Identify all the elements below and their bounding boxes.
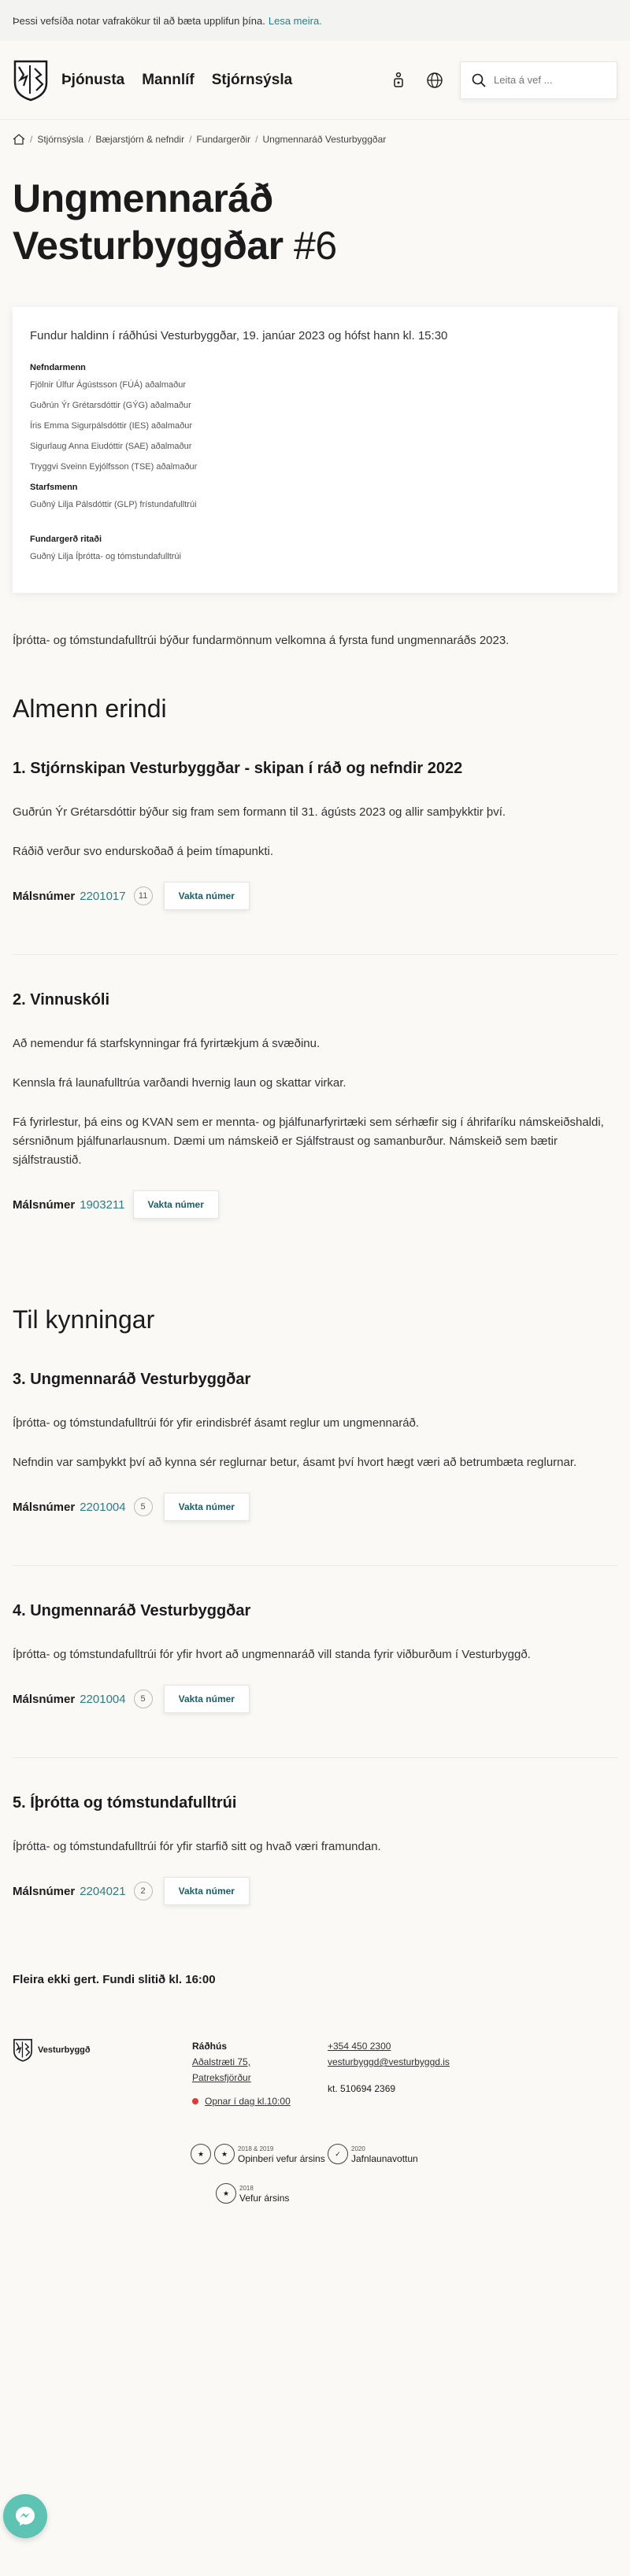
agenda-item-title: 1. Stjórnskipan Vesturbyggðar - skipan í ráð og nefndir 2022	[13, 760, 463, 777]
breadcrumb-separator: /	[189, 134, 192, 145]
nav-item-stjornsysla[interactable]: Stjórnsýsla	[211, 71, 293, 88]
item-divider	[13, 1565, 617, 1566]
member-row: Guðrún Ýr Grétarsdóttir (GÝG) aðalmaður	[30, 401, 191, 410]
case-number-row	[13, 1877, 617, 1905]
footer-address-column	[192, 2038, 291, 2109]
award-jafnlaunavottun	[328, 2144, 418, 2164]
watch-number-button[interactable]: Vakta númer	[164, 882, 250, 910]
cookie-text: Þessi vefsíða notar vafrakökur til að bæta upplifun þína.	[13, 14, 265, 27]
footer-phone-link[interactable]: +354 450 2300	[328, 2041, 391, 2052]
footer-office-title: Ráðhús	[192, 2041, 228, 2052]
welcome-text: Íþrótta- og tómstundafulltrúi býður fundarmönnum velkomna á fyrsta fund ungmennaráðs 2023.	[13, 634, 510, 647]
breadcrumb-item[interactable]: Bæjarstjórn & nefndir	[95, 134, 185, 145]
breadcrumb-separator: /	[88, 134, 91, 145]
agenda-item-title: 3. Ungmennaráð Vesturbyggðar	[13, 1371, 251, 1388]
watch-number-button[interactable]: Vakta númer	[164, 1493, 250, 1521]
item-divider	[13, 1757, 617, 1758]
member-row: Sigurlaug Anna Eiudóttir (SAE) aðalmaður	[30, 442, 192, 451]
agenda-item-paragraph: Nefndin var samþykkt því að kynna sér reglurnar betur, ásamt því hvort hægt væri að betrumbæta reglurnar.	[13, 1456, 577, 1469]
case-count-badge: 11	[134, 886, 153, 905]
agenda-item-paragraph: Íþrótta- og tómstundafulltrúi fór yfir starfið sitt og hvað væri framundan.	[13, 1840, 381, 1853]
case-label: Málsnúmer	[13, 1500, 76, 1514]
site-footer	[0, 2021, 630, 2249]
breadcrumb-item-current: Ungmennaráð Vesturbyggðar	[262, 134, 387, 145]
case-number-link[interactable]: 2201004	[80, 1500, 126, 1514]
case-count-badge: 5	[134, 1690, 153, 1708]
award-seal-icon: ★	[214, 2144, 235, 2164]
award-year: 2018	[239, 2185, 254, 2192]
member-row: Fjölnir Úlfur Ágústsson (FÚÁ) aðalmaður	[30, 380, 187, 390]
award-seal-icon: ✓	[328, 2144, 348, 2164]
case-label: Málsnúmer	[13, 1884, 76, 1898]
case-number-row	[13, 1685, 617, 1713]
title-line-1: Ungmennaráð	[13, 176, 273, 220]
footer-address-line-2[interactable]: Patreksfjörður	[192, 2072, 251, 2083]
search-box[interactable]	[460, 61, 617, 99]
page-title	[0, 175, 630, 269]
section-heading-info: Til kynningar	[13, 1305, 155, 1334]
award-year: 2020	[351, 2145, 365, 2152]
closed-status-dot	[192, 2098, 198, 2104]
search-icon	[472, 73, 486, 87]
award-title: Jafnlaunavottun	[351, 2153, 418, 2164]
globe-icon[interactable]	[424, 69, 446, 91]
case-number-link[interactable]: 2201004	[80, 1692, 126, 1706]
case-number-row	[13, 882, 617, 910]
staff-row: Guðný Lilja Pálsdóttir (GLP) frístundafulltrúi	[30, 500, 197, 509]
award-title: Vefur ársins	[239, 2193, 290, 2204]
title-number: #6	[294, 224, 337, 268]
agenda-item-paragraph: Íþrótta- og tómstundafulltrúi fór yfir hvort að ungmennaráð vill standa fyrir viðburðum í Vesturbyggð.	[13, 1648, 531, 1661]
award-opinberi-vefur	[191, 2144, 325, 2164]
agenda-item-title: 4. Ungmennaráð Vesturbyggðar	[13, 1602, 251, 1619]
footer-opening-hours-link[interactable]: Opnar í dag kl.10:00	[205, 2096, 291, 2107]
secretary-row: Guðný Lilja Íþrótta- og tómstundafulltrúi	[30, 552, 181, 561]
case-number-link[interactable]: 2204021	[80, 1884, 126, 1898]
footer-logo[interactable]	[13, 2038, 91, 2062]
breadcrumb-separator: /	[30, 134, 33, 145]
agenda-item-title: 5. Íþrótta og tómstundafulltrúi	[13, 1794, 237, 1812]
breadcrumb-separator: /	[255, 134, 258, 145]
accessibility-icon[interactable]	[387, 69, 410, 91]
footer-logo-name: Vesturbyggð	[38, 2045, 91, 2055]
agenda-item	[0, 1371, 630, 1521]
case-count-badge: 2	[134, 1882, 153, 1901]
agenda-item-paragraph: Fá fyrirlestur, þá eins og KVAN sem er mennta- og þjálfunarfyrirtæki sem sérhæfir sig í áhrifaríku námskeiðshaldi, sérsniðnum þjálfunarlausnum. Dæmi um námskeið er Sjálfstraust og samanburður. Námskeið sem bætir sjálfstraustið.	[13, 1116, 604, 1167]
messenger-icon	[13, 2504, 37, 2528]
messenger-chat-button[interactable]	[3, 2494, 47, 2538]
agenda-item-paragraph: Guðrún Ýr Grétarsdóttir býður sig fram sem formann til 31. ágústs 2023 og allir samþykktir því.	[13, 805, 506, 819]
site-header	[0, 41, 630, 120]
case-label: Málsnúmer	[13, 1692, 76, 1706]
home-icon[interactable]	[13, 134, 25, 145]
agenda-item-title: 2. Vinnuskóli	[13, 991, 109, 1009]
case-number-row	[13, 1493, 617, 1521]
closing-text: Fleira ekki gert. Fundi slitið kl. 16:00	[13, 1973, 216, 1986]
agenda-item-paragraph: Að nemendur fá starfskynningar frá fyrirtækjum á svæðinu.	[13, 1037, 321, 1050]
breadcrumb-item[interactable]: Fundargerðir	[196, 134, 251, 145]
footer-kennitala: kt. 510694 2369	[328, 2083, 396, 2094]
member-row: Tryggvi Sveinn Eyjólfsson (TSE) aðalmaður	[30, 462, 198, 472]
case-label: Málsnúmer	[13, 889, 76, 903]
award-seal-icon: ★	[216, 2183, 236, 2204]
breadcrumb	[0, 120, 630, 159]
staff-heading: Starfsmenn	[30, 483, 78, 492]
award-year: 2018 & 2019	[238, 2145, 274, 2152]
members-heading: Nefndarmenn	[30, 363, 86, 372]
section-heading-general: Almenn erindi	[13, 694, 167, 723]
agenda-item-paragraph: Kennsla frá launafulltrúa varðandi hvernig laun og skattar virkar.	[13, 1076, 346, 1090]
agenda-item-paragraph: Íþrótta- og tómstundafulltrúi fór yfir erindisbréf ásamt reglur um ungmennaráð.	[13, 1416, 420, 1430]
watch-number-button[interactable]: Vakta númer	[164, 1685, 250, 1713]
secretary-heading: Fundargerð ritaði	[30, 535, 102, 544]
watch-number-button[interactable]: Vakta númer	[133, 1190, 219, 1219]
award-title: Opinberi vefur ársins	[238, 2153, 325, 2164]
case-label: Málsnúmer	[13, 1197, 76, 1212]
agenda-item	[0, 1794, 630, 1905]
breadcrumb-item[interactable]: Stjórnsýsla	[37, 134, 84, 145]
meeting-intro: Fundur haldinn í ráðhúsi Vesturbyggðar, 19. janúar 2023 og hófst hann kl. 15:30	[30, 329, 448, 342]
agenda-item-paragraph: Ráðið verður svo endurskoðað á þeim tímapunkti.	[13, 845, 274, 858]
case-count-badge: 5	[134, 1497, 153, 1516]
case-number-row	[13, 1190, 617, 1219]
agenda-item	[0, 1602, 630, 1713]
card-gap	[30, 520, 600, 535]
footer-contact-column	[328, 2038, 450, 2097]
watch-number-button[interactable]: Vakta númer	[164, 1877, 250, 1905]
title-line-2: Vesturbyggðar	[13, 224, 284, 268]
agenda-item	[0, 760, 630, 910]
nav-item-mannlif[interactable]: Mannlíf	[142, 71, 195, 88]
vesturbyggd-logo-icon	[13, 2038, 33, 2062]
footer-opening-hours	[192, 2093, 291, 2109]
meeting-info-card	[13, 307, 617, 593]
agenda-item	[0, 991, 630, 1219]
footer-email-link[interactable]: vesturbyggd@vesturbyggd.is	[328, 2056, 450, 2067]
nav-item-thjonusta[interactable]: Þjónusta	[61, 71, 125, 88]
award-seal-icon: ★	[191, 2144, 211, 2164]
case-number-link[interactable]: 2201017	[80, 889, 126, 903]
footer-address-line-1[interactable]: Aðalstræti 75,	[192, 2056, 251, 2067]
item-divider	[13, 954, 617, 955]
cookie-bar	[0, 0, 630, 41]
cookie-read-more-link[interactable]: Lesa meira.	[268, 14, 322, 27]
member-row: Íris Emma Sigurpálsdóttir (IES) aðalmaður	[30, 421, 193, 431]
search-input[interactable]	[494, 74, 596, 86]
award-vefur-arsins	[216, 2183, 289, 2204]
vesturbyggd-logo-icon[interactable]	[13, 59, 49, 102]
case-number-link[interactable]: 1903211	[80, 1197, 125, 1212]
